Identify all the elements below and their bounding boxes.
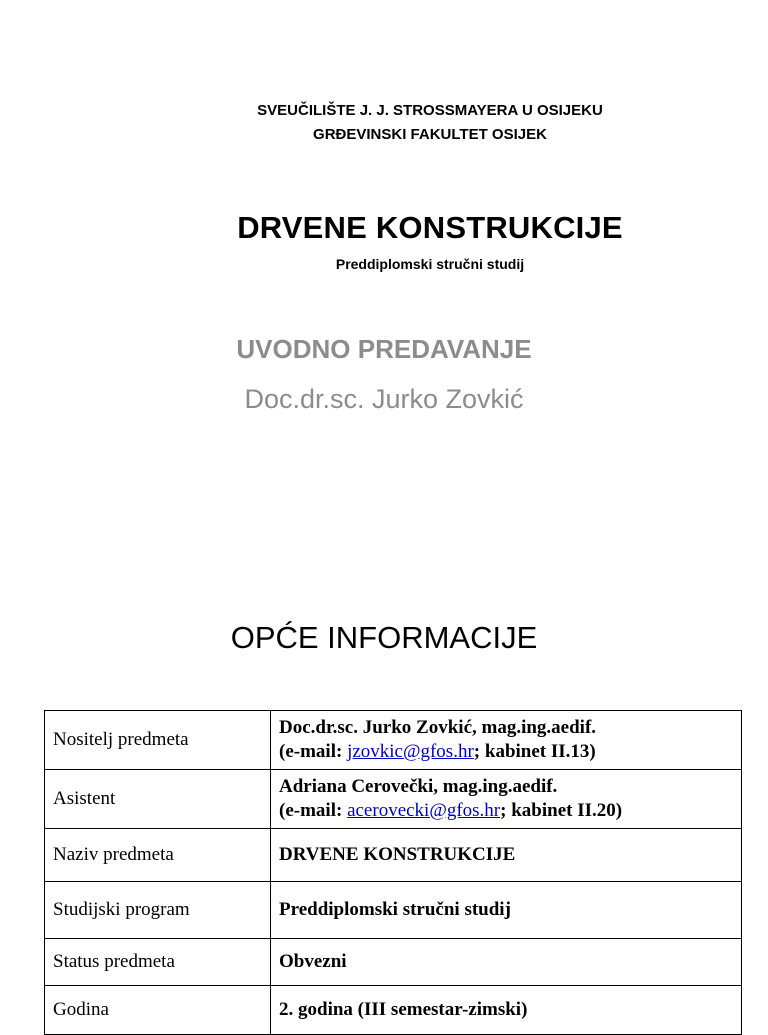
assistant-line: Adriana Cerovečki, mag.ing.aedif. xyxy=(279,776,558,797)
section-title: OPĆE INFORMACIJE xyxy=(230,620,538,655)
row-label: Nositelj predmeta xyxy=(45,711,271,770)
row-value: DRVENE KONSTRUKCIJE xyxy=(271,829,742,882)
row-value xyxy=(271,711,742,770)
table-row xyxy=(45,882,742,939)
row-label: Godina xyxy=(45,986,271,1035)
row-label: Asistent xyxy=(45,770,271,829)
lecturer-name: Doc.dr.sc. Jurko Zovkić xyxy=(244,384,524,414)
row-label: Studijski program xyxy=(45,882,271,939)
table-row xyxy=(45,711,742,770)
study-program: Preddiplomski stručni studij xyxy=(335,256,525,272)
row-value: Obvezni xyxy=(271,939,742,986)
email-prefix: (e-mail: xyxy=(279,741,348,762)
contact-line xyxy=(279,740,733,764)
table-row xyxy=(45,770,742,829)
email-prefix: (e-mail: xyxy=(279,800,348,821)
general-info-table xyxy=(44,710,742,1035)
university-name: SVEUČILIŠTE J. J. STROSSMAYERA U OSIJEKU xyxy=(257,102,603,119)
lecture-type: UVODNO PREDAVANJE xyxy=(236,334,532,364)
assistant-email-link[interactable]: acerovecki@gfos.hr xyxy=(347,800,501,821)
row-value: Preddiplomski stručni studij xyxy=(271,882,742,939)
course-title: DRVENE KONSTRUKCIJE xyxy=(237,210,623,245)
row-value xyxy=(271,770,742,829)
table-row xyxy=(45,986,742,1035)
office-info: ; kabinet II.13) xyxy=(473,741,596,762)
lecturer-email-link[interactable]: jzovkic@gfos.hr xyxy=(347,741,474,762)
lecturer-line: Doc.dr.sc. Jurko Zovkić, mag.ing.aedif. xyxy=(279,717,597,738)
table-row xyxy=(45,829,742,882)
row-label: Status predmeta xyxy=(45,939,271,986)
table-row xyxy=(45,939,742,986)
row-label: Naziv predmeta xyxy=(45,829,271,882)
row-value: 2. godina (III semestar-zimski) xyxy=(271,986,742,1035)
contact-line xyxy=(279,799,733,823)
office-info: ; kabinet II.20) xyxy=(500,800,623,821)
faculty-name: GRĐEVINSKI FAKULTET OSIJEK xyxy=(313,126,547,143)
